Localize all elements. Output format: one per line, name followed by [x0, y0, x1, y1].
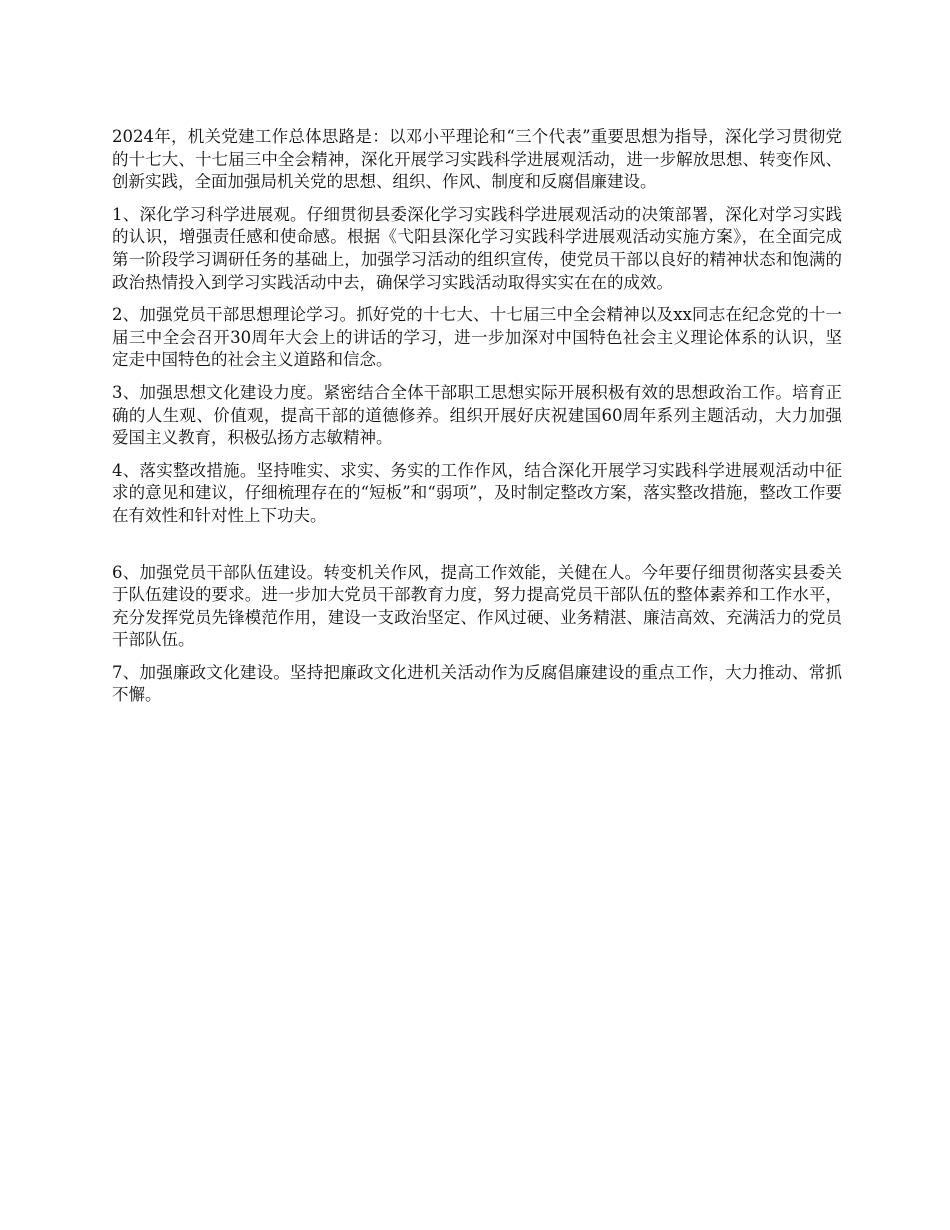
- intro-paragraph: 2024年，机关党建工作总体思路是：以邓小平理论和“三个代表”重要思想为指导，深化学习贯彻党的十七大、十七届三中全会精神，深化开展学习实践科学进展观活动，进一步解放思想、转变作风、创新实践，全面加强局机关党的思想、组织、作风、制度和反腐倡廉建设。: [112, 127, 842, 192]
- item-6-paragraph: 6、加强党员干部队伍建设。转变机关作风，提高工作效能，关健在人。今年要仔细贯彻落实县委关于队伍建设的要求。进一步加大党员干部教育力度，努力提高党员干部队伍的整体素养和工作水平，充分发挥党员先锋模范作用，建设一支政治坚定、作风过硬、业务精湛、廉洁高效、充满活力的党员干部队伍。: [112, 562, 842, 650]
- item-4-paragraph: 4、落实整改措施。坚持唯实、求实、务实的工作作风，结合深化开展学习实践科学进展观活动中征求的意见和建议，仔细梳理存在的“短板”和“弱项”，及时制定整改方案，落实整改措施，整改工作要在有效性和针对性上下功夫。: [112, 460, 842, 525]
- item-1-paragraph: 1、深化学习科学进展观。仔细贯彻县委深化学习实践科学进展观活动的决策部署，深化对学习实践的认识，增强责任感和使命感。根据《弋阳县深化学习实践科学进展观活动实施方案》，在全面完成第一阶段学习调研任务的基础上，加强学习活动的组织宣传，使党员干部以良好的精神状态和饱满的政治热情投入到学习实践活动中去，确保学习实践活动取得实实在在的成效。: [112, 204, 842, 292]
- document-body: [112, 126, 842, 717]
- item-2-paragraph: 2、加强党员干部思想理论学习。抓好党的十七大、十七届三中全会精神以及xx同志在纪念党的十一届三中全会召开30周年大会上的讲话的学习，进一步加深对中国特色社会主义理论体系的认识，坚定走中国特色的社会主义道路和信念。: [112, 305, 842, 370]
- item-7-paragraph: 7、加强廉政文化建设。坚持把廉政文化进机关活动作为反腐倡廉建设的重点工作，大力推动、常抓不懈。: [112, 662, 842, 705]
- item-3-paragraph: 3、加强思想文化建设力度。紧密结合全体干部职工思想实际开展积极有效的思想政治工作。培育正确的人生观、价值观，提高干部的道德修养。组织开展好庆祝建国60周年系列主题活动，大力加强爱国主义教育，积极弘扬方志敏精神。: [112, 382, 842, 448]
